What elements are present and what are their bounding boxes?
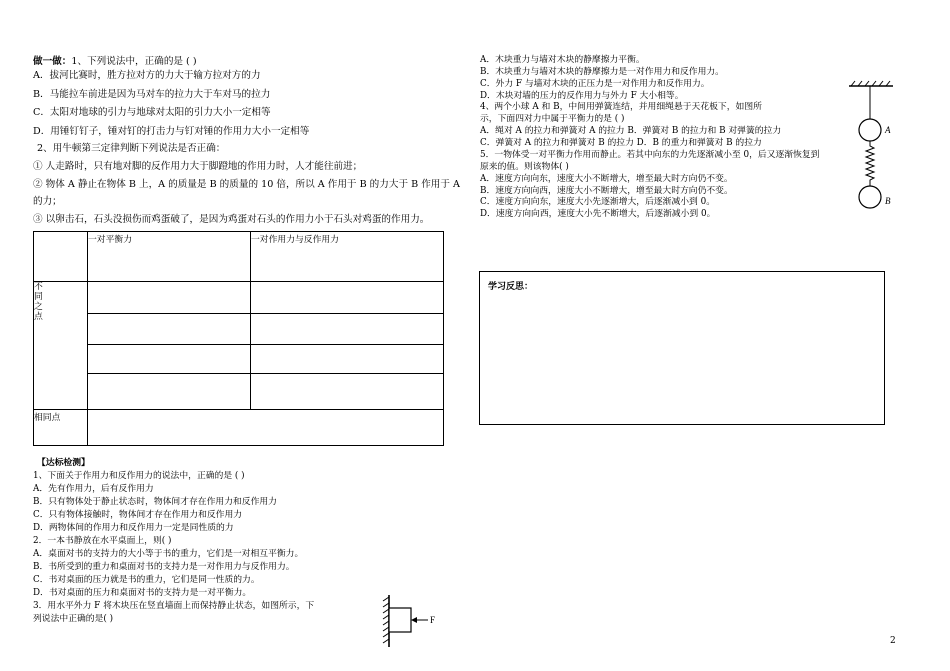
wall-block-diagram bbox=[378, 595, 448, 647]
ball-a-label: A bbox=[885, 125, 891, 135]
ball-b-label: B bbox=[885, 196, 891, 206]
test-question-1-option-d: D．两物体间的作用力和反作用力一定是同性质的力 bbox=[33, 523, 234, 533]
statement-1: ① 人走路时，只有地对脚的反作用力大于脚蹬地的作用力时，人才能往前进； bbox=[33, 161, 363, 172]
comparison-table bbox=[33, 231, 444, 446]
table-cell[interactable] bbox=[88, 282, 251, 314]
q5-option-c: C．速度方向向东，速度大小先逐渐增大，后逐渐减小到 0。 bbox=[480, 197, 716, 207]
question-4-continued: 示，下面四对力中属于平衡力的是 ( ) bbox=[480, 114, 625, 124]
question-2-stem: 2、用牛顿第三定律判断下列说法是否正确： bbox=[37, 143, 226, 154]
header-balanced-forces: 一对平衡力 bbox=[88, 232, 251, 282]
ball-a bbox=[859, 119, 881, 141]
table-corner-cell bbox=[34, 232, 88, 282]
table-cell[interactable] bbox=[251, 374, 444, 410]
ball-b bbox=[859, 186, 881, 208]
table-row bbox=[34, 282, 444, 314]
test-question-2-option-c: C．书对桌面的压力就是书的重力，它们是同一性质的力。 bbox=[33, 575, 260, 585]
q3-option-a: A．木块重力与墙对木块的静摩擦力平衡。 bbox=[480, 55, 645, 65]
spring-balls-diagram bbox=[845, 80, 905, 220]
question-1-option-a: A．拔河比赛时，胜方拉对方的力大于输方拉对方的力 bbox=[33, 70, 261, 81]
table-header-row bbox=[34, 232, 444, 282]
question-5: 5．一物体受一对平衡力作用而静止。若其中向东的力先逐渐减小至 0，后又逐渐恢复到 bbox=[480, 150, 820, 160]
header-action-reaction: 一对作用力与反作用力 bbox=[251, 232, 444, 282]
question-1-option-d: D．用锤钉钉子，锤对钉的打击力与钉对锤的作用力大小一定相等 bbox=[33, 126, 310, 137]
test-question-2: 2．一本书静放在水平桌面上，则( ) bbox=[33, 536, 172, 546]
table-cell[interactable] bbox=[88, 345, 251, 374]
table-cell[interactable] bbox=[251, 282, 444, 314]
table-cell[interactable] bbox=[88, 374, 251, 410]
table-row bbox=[34, 314, 444, 345]
question-5-continued: 原来的值。则该物体( ) bbox=[480, 162, 569, 172]
wooden-block bbox=[389, 608, 411, 632]
table-row bbox=[34, 410, 444, 446]
test-question-3: 3．用水平外力 F 将木块压在竖直墙面上而保持静止状态，如图所示，下 bbox=[33, 601, 315, 611]
table-cell[interactable] bbox=[88, 314, 251, 345]
table-cell[interactable] bbox=[251, 345, 444, 374]
test-question-1-option-a: A．先有作用力，后有反作用力 bbox=[33, 484, 154, 494]
q3-option-c: C．外力 F 与墙对木块的正压力是一对作用力和反作用力。 bbox=[480, 79, 710, 89]
question-1-prefix: 做一做： bbox=[33, 56, 72, 67]
statement-2: ② 物体 A 静止在物体 B 上，A 的质量是 B 的质量的 10 倍，所以 A 作用于 B 的力大于 B 作用于 A bbox=[33, 179, 460, 190]
test-question-2-option-b: B．书所受到的重力和桌面对书的支持力是一对作用力与反作用力。 bbox=[33, 562, 295, 572]
question-1-option-c: C．太阳对地球的引力与地球对太阳的引力大小一定相等 bbox=[33, 107, 271, 118]
reflection-title: 学习反思： bbox=[488, 282, 534, 292]
q5-option-d: D．速度方向向西，速度大小先不断增大，后逐渐减小到 0。 bbox=[480, 209, 716, 219]
same-label: 相同点 bbox=[34, 410, 88, 446]
page-number: 2 bbox=[890, 636, 896, 646]
test-question-2-option-d: D．书对桌面的压力和桌面对书的支持力是一对平衡力。 bbox=[33, 588, 252, 598]
q3-option-d: D．木块对墙的压力的反作用力与外力 F 大小相等。 bbox=[480, 91, 684, 101]
q4-options-cd: C．弹簧对 A 的拉力和弹簧对 B 的拉力 D．B 的重力和弹簧对 B 的拉力 bbox=[480, 138, 762, 148]
force-arrowhead bbox=[411, 617, 417, 623]
q4-options-ab: A．绳对 A 的拉力和弹簧对 A 的拉力 B．弹簧对 B 的拉力和 B 对弹簧的拉力 bbox=[480, 126, 782, 136]
force-label: F bbox=[430, 615, 436, 625]
question-1-option-b: B．马能拉车前进是因为马对车的拉力大于车对马的拉力 bbox=[33, 89, 271, 100]
test-question-1-option-c: C．只有物体接触时，物体间才存在作用力和反作用力 bbox=[33, 510, 243, 520]
test-question-2-option-a: A．桌面对书的支持力的大小等于书的重力，它们是一对相互平衡力。 bbox=[33, 549, 304, 559]
spring bbox=[866, 141, 874, 186]
statement-2-continued: 的力； bbox=[33, 196, 62, 207]
test-question-1: 1、下面关于作用力和反作用力的说法中，正确的是 ( ) bbox=[33, 471, 245, 481]
q5-option-b: B．速度方向向西，速度大小不断增大，增至最大时方向仍不变。 bbox=[480, 186, 733, 196]
wall-hatching bbox=[383, 597, 389, 643]
question-4: 4、两个小球 A 和 B，中间用弹簧连结，并用细绳悬于天花板下，如图所 bbox=[480, 102, 762, 112]
test-question-1-option-b: B．只有物体处于静止状态时，物体间才存在作用力和反作用力 bbox=[33, 497, 277, 507]
statement-3: ③ 以卵击石，石头没损伤而鸡蛋破了，是因为鸡蛋对石头的作用力小于石头对鸡蛋的作用力。 bbox=[33, 214, 430, 225]
table-cell[interactable] bbox=[88, 410, 444, 446]
q5-option-a: A．速度方向向东，速度大小不断增大，增至最大时方向仍不变。 bbox=[480, 174, 733, 184]
section-title-dabiao: 【达标检测】 bbox=[37, 458, 90, 468]
table-row bbox=[34, 374, 444, 410]
question-1-stem: 做一做：1、下列说法中，正确的是 ( ) bbox=[33, 56, 197, 67]
q3-option-b: B．木块重力与墙对木块的静摩擦力是一对作用力和反作用力。 bbox=[480, 67, 724, 77]
table-row bbox=[34, 345, 444, 374]
reflection-box[interactable] bbox=[479, 271, 885, 425]
test-question-3-continued: 列说法中正确的是( ) bbox=[33, 614, 114, 624]
ceiling-hatching bbox=[851, 81, 890, 86]
difference-label: 不 同 之 点 bbox=[34, 282, 88, 410]
table-cell[interactable] bbox=[251, 314, 444, 345]
